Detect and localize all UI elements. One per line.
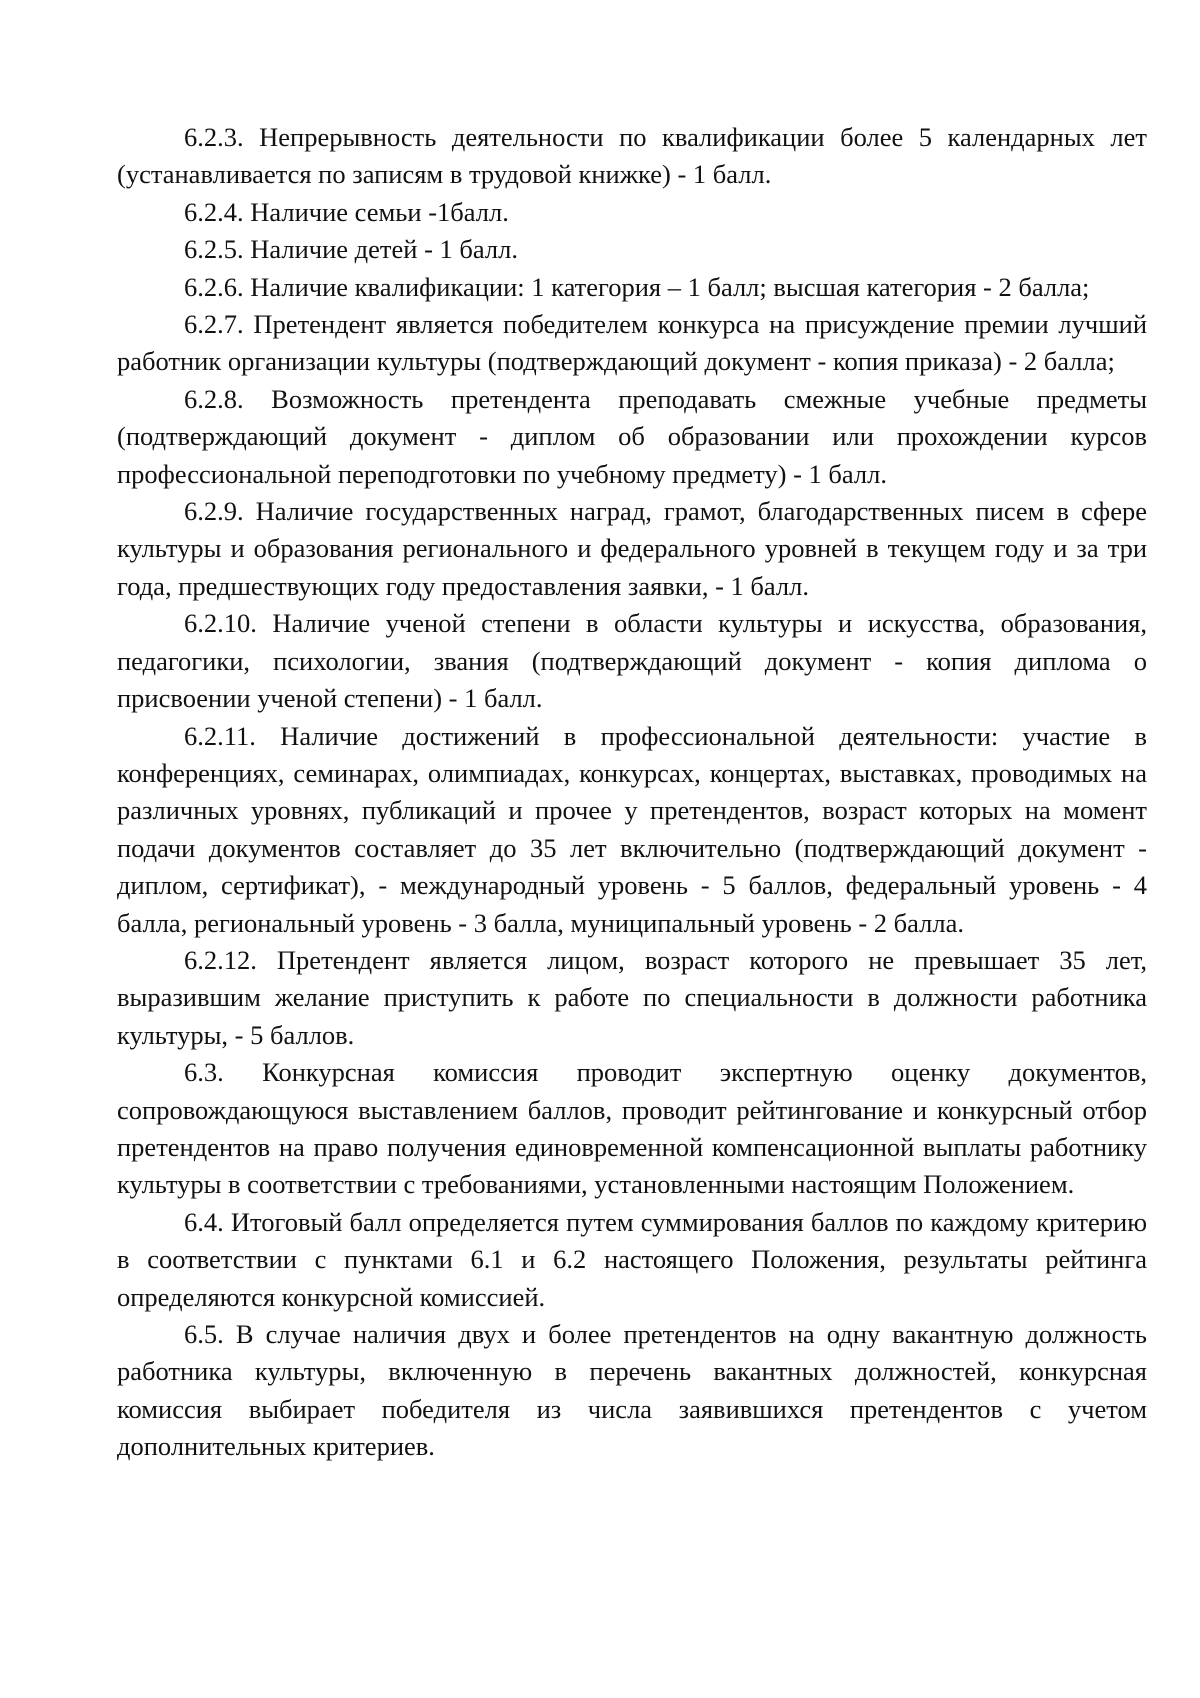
paragraph-6-2-9: 6.2.9. Наличие государственных наград, грамот, благодарственных писем в сфере культуры и образования регионального и федерального уровней в текущем году и за три года, предшествующих году предоставления заявки, - 1 балл. [117, 496, 1147, 601]
paragraph-6-5: 6.5. В случае наличия двух и более претендентов на одну вакантную должность работника культуры, включенную в перечень вакантных должностей, конкурсная комиссия выбирает победителя из числа заявившихся претендентов с учетом дополнительных критериев. [117, 1319, 1147, 1462]
document-page [117, 119, 1147, 1466]
paragraph-6-2-5: 6.2.5. Наличие детей - 1 балл. [184, 234, 518, 265]
paragraph-6-2-3: 6.2.3. Непрерывность деятельности по квалификации более 5 календарных лет (устанавливается по записям в трудовой книжке) - 1 балл. [117, 122, 1147, 190]
paragraph-6-2-12: 6.2.12. Претендент является лицом, возраст которого не превышает 35 лет, выразившим желание приступить к работе по специальности в должности работника культуры, - 5 баллов. [117, 944, 1147, 1050]
paragraph-6-2-10: 6.2.10. Наличие ученой степени в области культуры и искусства, образования, педагогики, психологии, звания (подтверждающий документ - копия диплома о присвоении ученой степени) - 1 балл. [117, 608, 1147, 714]
paragraph-6-2-8: 6.2.8. Возможность претендента преподавать смежные учебные предметы (подтверждающий документ - диплом об образовании или прохождении курсов профессиональной переподготовки по учебному предмету) - 1 балл. [117, 383, 1147, 489]
paragraph-6-2-6: 6.2.6. Наличие квалификации: 1 категория – 1 балл; высшая категория - 2 балла; [184, 271, 1090, 302]
paragraph-6-2-11: 6.2.11. Наличие достижений в профессиональной деятельности: участие в конференциях, семинарах, олимпиадах, конкурсах, концертах, выставках, проводимых на различных уровнях, публикаций и прочее у претендентов, возраст которых на момент подачи документов составляет до 35 лет включительно (подтверждающий документ - диплом, сертификат), - международный уровень - 5 баллов, федеральный уровень - 4 балла, региональный уровень - 3 балла, муниципальный уровень - 2 балла. [117, 720, 1147, 938]
paragraph-6-2-7: 6.2.7. Претендент является победителем конкурса на присуждение премии лучший работник организации культуры (подтверждающий документ - копия приказа) - 2 балла; [117, 309, 1147, 377]
paragraph-6-3: 6.3. Конкурсная комиссия проводит экспертную оценку документов, сопровождающуюся выставлением баллов, проводит рейтингование и конкурсный отбор претендентов на право получения единовременной компенсационной выплаты работнику культуры в соответствии с требованиями, установленными настоящим Положением. [117, 1057, 1147, 1200]
paragraph-6-2-4: 6.2.4. Наличие семьи -1балл. [184, 196, 509, 227]
paragraph-6-4: 6.4. Итоговый балл определяется путем суммирования баллов по каждому критерию в соответствии с пунктами 6.1 и 6.2 настоящего Положения, результаты рейтинга определяются конкурсной комиссией. [117, 1206, 1147, 1312]
